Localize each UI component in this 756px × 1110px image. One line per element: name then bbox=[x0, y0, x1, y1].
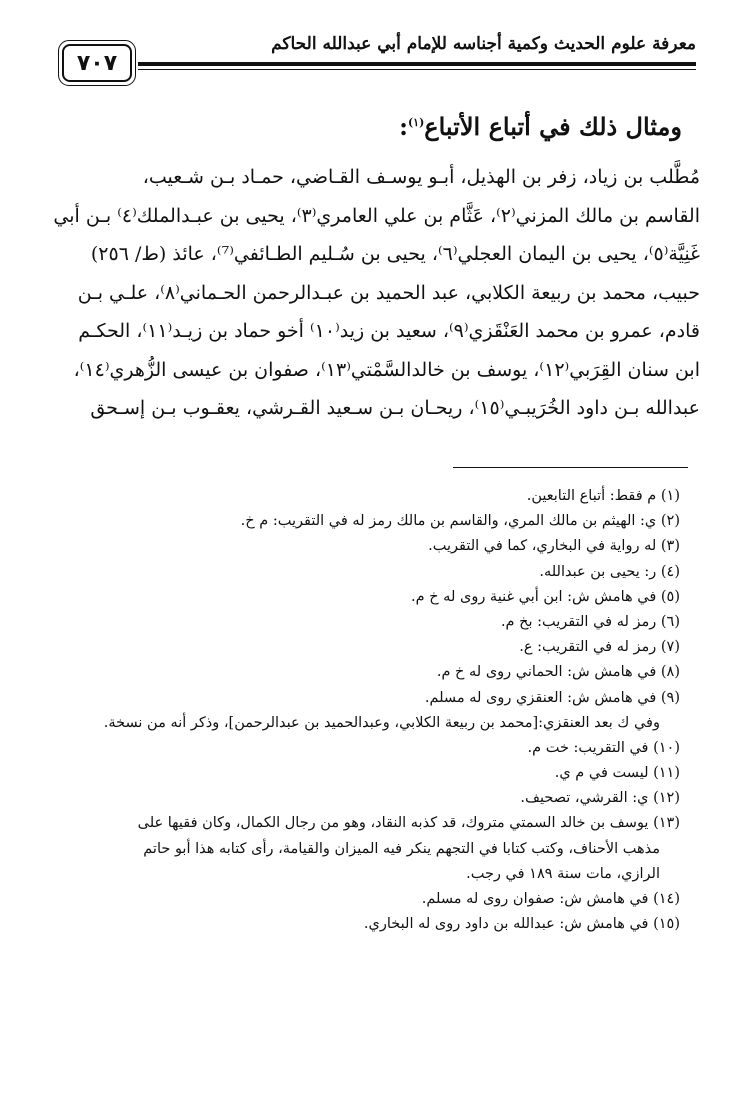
main-text bbox=[53, 158, 700, 428]
footnote-continuation: وفي ك بعد العنقزي:[محمد بن ربيعة الكلابي، وعبدالحميد بن عبدالرحمن]، وذكر أنه من نسخة. bbox=[103, 714, 660, 731]
footnote: (٢) ي: الهيثم بن مالك المري، والقاسم بن مالك رمز له في التقريب: م خ. bbox=[240, 513, 680, 530]
text-line: غَنِيَّة⁽٥⁾، يحيى بن اليمان العجلي⁽٦⁾، يحيى بن سُـليم الطـائفي⁽⁷⁾، عائذ (ط/ ٢٥٦) bbox=[90, 243, 700, 265]
page-header bbox=[62, 30, 696, 92]
footnote: (٣) له رواية في البخاري، كما في التقريب. bbox=[428, 538, 680, 555]
footnote: (٦) رمز له في التقريب: بخ م. bbox=[500, 613, 680, 630]
footnote: (١٠) في التقريب: خت م. bbox=[527, 739, 680, 756]
footnote: (٤) ر: يحيى بن عبدالله. bbox=[539, 563, 680, 580]
section-heading-tail: : bbox=[399, 112, 408, 141]
section-heading-text: ومثال ذلك في أتباع الأتباع bbox=[424, 112, 682, 141]
page-number: ٧٠٧ bbox=[62, 44, 132, 82]
footnote: (٧) رمز له في التقريب: ع. bbox=[519, 639, 680, 656]
footnote: (١٤) في هامش ش: صفوان روى له مسلم. bbox=[421, 891, 680, 907]
running-title: معرفة علوم الحديث وكمية أجناسه للإمام أبي عبدالله الحاكم bbox=[271, 34, 696, 54]
footnote: (٥) في هامش ش: ابن أبي غنية روى له خ م. bbox=[411, 588, 680, 605]
text-line: عبدالله بـن داود الخُرَيبـي⁽١٥⁾، ريحـان بـن سـعيد القـرشي، يعقـوب بـن إسـحق bbox=[90, 397, 700, 419]
header-rule-thin bbox=[138, 69, 696, 70]
header-rule bbox=[138, 62, 696, 66]
text-line: مُطَّلب بن زياد، زفر بن الهذيل، أبـو يوسـف القـاضي، حمـاد بـن شـعيب، bbox=[142, 166, 700, 188]
footnote-continuation: الرازي، مات سنة ١٨٩ في رجب. bbox=[466, 865, 660, 882]
footnote: (١٢) ي: القرشي، تصحيف. bbox=[520, 790, 680, 807]
footnote: (٩) في هامش ش: العنقزي روى له مسلم. bbox=[424, 689, 680, 706]
text-line: القاسم بن مالك المزني⁽٢⁾، عَثَّام بن علي العامري⁽٣⁾، يحيى بن عبـدالملك⁽٤⁾ بـن أبي bbox=[53, 204, 700, 227]
text-line: حبيب، محمد بن ربيعة الكلابي، عبد الحميد بن عبـدالرحمن الحـماني⁽٨⁾، علـي بـن bbox=[77, 281, 700, 304]
text-line: قادم، عمرو بن محمد العَنْقَزي⁽٩⁾، سعيد بن زيد⁽١٠⁾ أخو حماد بن زيـد⁽١١⁾، الحكـم bbox=[78, 320, 700, 342]
footnote: (١٥) في هامش ش: عبدالله بن داود روى له البخاري. bbox=[363, 916, 680, 933]
footnote: (١) م فقط: أتباع التابعين. bbox=[526, 488, 680, 504]
footnote: (٨) في هامش ش: الحماني روى له خ م. bbox=[436, 664, 680, 681]
text-line: ابن سنان القِرَبي⁽١٢⁾، يوسف بن خالدالسَّمْتي⁽١٣⁾، صفوان بن عيسى الزُّهري⁽١٤⁾، bbox=[73, 358, 700, 381]
section-heading-ref: (١) bbox=[407, 116, 425, 129]
footnote: (١١) ليست في م ي. bbox=[554, 765, 680, 782]
footnotes bbox=[60, 484, 700, 937]
footnote-continuation: مذهب الأحناف، وكتب كتابا في التجهم ينكر فيه الميزان والقيامة، رأى كتابه هذا أبو حاتم bbox=[143, 840, 660, 857]
section-heading bbox=[82, 112, 682, 141]
footnote: (١٣) يوسف بن خالد السمتي متروك، قد كذبه النقاد، وهو من رجال الكمال، وكان فقيها على bbox=[137, 815, 680, 832]
footnote-divider bbox=[453, 467, 688, 468]
